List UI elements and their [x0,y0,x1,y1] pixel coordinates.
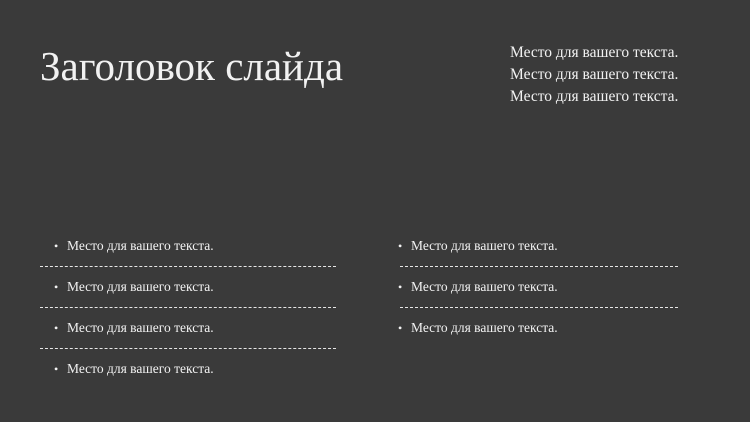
bullet-text: Место для вашего текста. [411,319,558,335]
bullet-item [398,317,680,338]
bullet-icon: • [54,238,59,253]
bullet-text: Место для вашего текста. [411,278,558,294]
dashed-divider [398,297,680,317]
bullet-item [398,276,680,297]
bullet-item [40,358,336,379]
bullet-icon: • [398,238,403,253]
dashed-divider [398,256,680,276]
dashed-divider [40,297,336,317]
bullet-text: Место для вашего текста. [67,360,214,376]
side-text-box[interactable] [510,42,678,108]
bullet-icon: • [54,320,59,335]
side-text-line: Место для вашего текста. [510,66,679,83]
bullet-item [40,235,336,256]
bullet-item [398,235,680,256]
left-bullet-list[interactable] [40,235,336,379]
bullet-icon: • [398,279,403,294]
bullet-item [40,276,336,297]
bullet-text: Место для вашего текста. [67,278,214,294]
dashed-divider [40,338,336,358]
bullet-text: Место для вашего текста. [67,319,214,335]
slide-title[interactable]: Заголовок слайда [40,43,344,89]
bullet-text: Место для вашего текста. [67,237,214,253]
bullet-icon: • [54,279,59,294]
bullet-icon: • [398,320,403,335]
dashed-divider [40,256,336,276]
side-text-line: Место для вашего текста. [510,44,679,61]
side-text-line: Место для вашего текста. [510,88,679,105]
bullet-item [40,317,336,338]
right-bullet-list[interactable] [398,235,680,338]
bullet-text: Место для вашего текста. [411,237,558,253]
bullet-icon: • [54,361,59,376]
